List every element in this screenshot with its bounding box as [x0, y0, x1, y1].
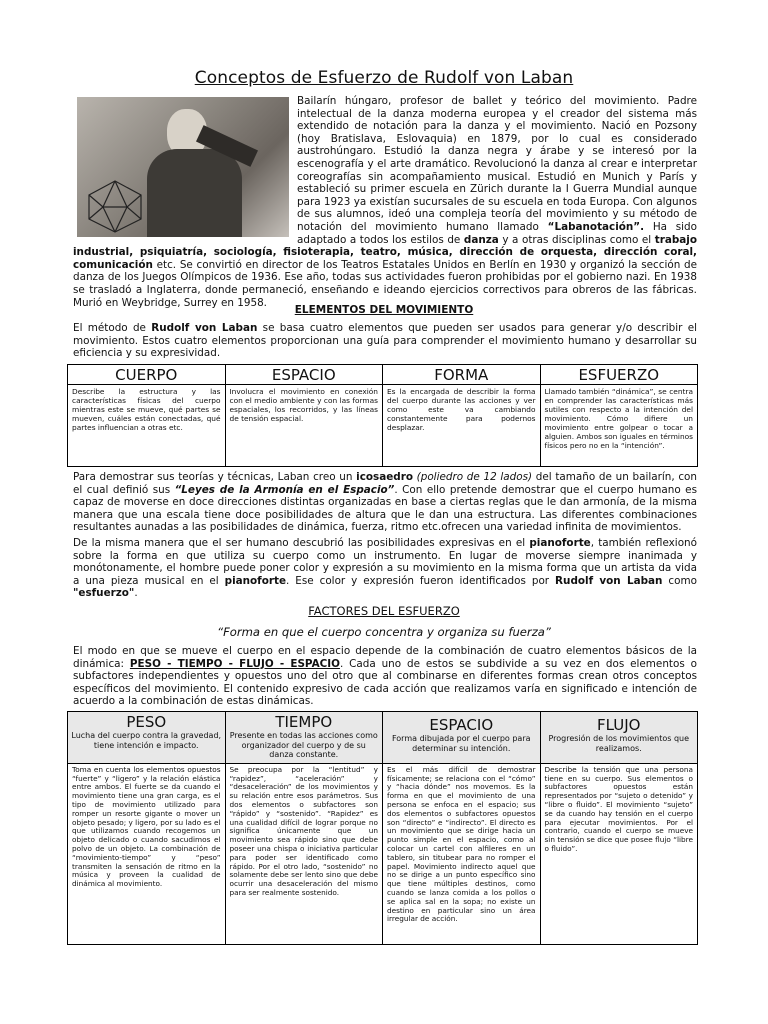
icosaedro-paragraph: Para demostrar sus teorías y técnicas, Laban creo un icosaedro (poliedro de 12 lados) del tamaño de un bailarín, con el cual definió sus “Leyes de la Armonía en el Espacio”. Con ello pretende demostrar que el cuerpo humano es capaz de moverse en doce direcciones distintas organizadas en base a ciertas reglas que le dan armonía, de la misma manera que una escala tiene doce posibilidades de altura que le dan una estructura. Las diferentes combinaciones resultantes aunadas a las posibilidades de dinámica, fuerza, ritmo etc.ofrecen una variedad infinita de movimientos.	[73, 471, 697, 534]
factor-cell-flujo: Describe la tensión que una persona tiene en su cuerpo. Sus elementos o subfactores opuestos están representados por “sujeto o detenido” y “libre o fluido”. El movimiento “sujeto” se da cuando hay tensión en el cuerpo para ejecutar movimientos. Por el contrario, cuando el cuerpo se mueve sin tensión se dice que posee flujo “libre o fluido”.	[540, 763, 698, 944]
elem-header-esfuerzo: ESFUERZO	[540, 365, 698, 385]
factores-table	[67, 711, 698, 945]
elem-header-espacio: ESPACIO	[225, 365, 383, 385]
factor-header-flujo: FLUJO Progresión de los movimientos que realizamos.	[540, 712, 698, 764]
factor-header-espacio: ESPACIO Forma dibujada por el cuerpo para determinar su intención.	[383, 712, 541, 764]
elementos-table	[67, 364, 698, 467]
factor-header-peso: PESO Lucha del cuerpo contra la gravedad, tiene intención e impacto.	[68, 712, 226, 764]
elem-header-cuerpo: CUERPO	[68, 365, 226, 385]
elem-cell-espacio: Involucra el movimiento en conexión con el medio ambiente y con las formas espaciales, los recorridos, y las líneas de tensión espacial.	[225, 385, 383, 467]
intro-paragraph: Bailarín húngaro, profesor de ballet y teórico del movimiento. Padre intelectual de la danza moderna europea y el creador del sistema más extendido de notación para la danza y el movimiento. Nació en Pozsony (hoy Bratislava, Eslovaquia) en 1879, por lo cual es considerado austrohúngaro. Estudió la danza negra y árabe y se interesó por la escenografía y el arte dramático. Revolucionó la danza al crear e interpretar coreografías sin acompañamiento musical. Estudió en Munich y París y estableció su primer escuela en Zürich durante la I Guerra Mundial aunque para 1923 ya existían sucursales de su escuela en toda Europa. Con algunos de sus alumnos, ideó una compleja teoría del movimiento y su método de notación del movimiento humano llamado “Labanotación”. Ha sido adaptado a todos los estilos de danza y a otras disciplinas como el trabajo industrial, psiquiatría, sociología, fisioterapia, teatro, música, dirección de orquesta, dirección coral, comunicación etc. Se convirtió en director de los Teatros Estatales Unidos en Berlín en 1930 y organizó la sección de danza de los Juegos Olímpicos de 1936. Ese año, todas sus actividades fueron prohibidas por el gobierno nazi. En 1938 se trasladó a Inglaterra, donde permaneció, enseñando e ideando ejercicios correctivos para obreros de las fábricas. Murió en Weybridge, Surrey en 1958.	[73, 95, 698, 309]
page-title: Conceptos de Esfuerzo de Rudolf von Laban	[194, 68, 574, 88]
factor-cell-peso: Toma en cuenta los elementos opuestos “fuerte” y “ligero” y la relación elástica entre ambos. El fuerte se da cuando el movimiento tiene una gran carga, es el tipo de movimiento utilizado para romper un resorte gigante o mover un objeto pesado; y ligero, por su lado es el que utilizamos cuando recogemos un objeto delicado o cuando sacudimos el polvo de un objeto. La combinación de “movimiento-tiempo” y “peso” transmiten la sensación de ritmo en la música y proveen la cualidad de dinámica al movimiento.	[68, 763, 226, 944]
elem-cell-esfuerzo: Llamado también “dinámica”, se centra en comprender las características más sutiles con respecto a la intención del movimiento. Cómo difiere un movimiento entre golpear o tocar a alguien. Ambos son iguales en términos físicos pero no en la “intención”.	[540, 385, 698, 467]
elem-cell-forma: Es la encargada de describir la forma del cuerpo durante las acciones y ver como este va cambiando constantemente para podernos desplazar.	[383, 385, 541, 467]
icosahedron-icon	[85, 179, 145, 234]
laban-portrait-image	[77, 97, 289, 237]
elem-header-forma: FORMA	[383, 365, 541, 385]
elem-cell-cuerpo: Describe la estructura y las características físicas del cuerpo mientras este se mueve, qué partes se mueven, cuáles están conectadas, qué partes influencian a otras etc.	[68, 385, 226, 467]
factor-cell-espacio: Es el más difícil de demostrar físicamente; se relaciona con el “cómo” y “hacia dónde” nos movemos. Es la forma en que el movimiento de una persona se enfoca en el espacio; sus dos elementos o subfactores opuestos son “directo” e “indirecto”. El directo es un movimiento que se dirige hacia un punto simple en el espacio, como al colocar un cartel con alfileres en un tablero, sin titubear para no romper el papel. Movimiento indirecto aquel que no se dirige a un punto específico sino que tiene múltiples destinos, como cuando se lanza comida a los pollos o se aplica sal en la sopa; no existe un destino en particular sino un área irregular de acción.	[383, 763, 541, 944]
pianoforte-paragraph: De la misma manera que el ser humano descubrió las posibilidades expresivas en el pianoforte, también reflexionó sobre la forma en que utiliza su cuerpo como un instrumento. En lugar de moverse siempre inanimada y monótonamente, el hombre puede poner color y expresión a su movimiento en la misma forma que un artista da vida a una pieza musical en el pianoforte. Ese color y expresión fueron identificados por Rudolf von Laban como "esfuerzo".	[73, 537, 697, 600]
factor-cell-tiempo: Se preocupa por la “lentitud” y “rapidez”, “aceleración” y “desaceleración” de los movimientos y su relación entre esos parámetros. Sus dos elementos o subfactores son “rápido” y “sostenido”. “Rapidez” es una cualidad difícil de lograr porque no significa únicamente que un movimiento sea rápido sino que debe poseer una chispa o iniciativa particular para poder ser identificado como rápido. Por el otro lado, “sostenido” no solamente debe ser lento sino que debe ocurrir una desaceleración del mismo para ser realmente sostenido.	[225, 763, 383, 944]
factores-paragraph: El modo en que se mueve el cuerpo en el espacio depende de la combinación de cuatro elementos básicos de la dinámica: PESO - TIEMPO - FLUJO - ESPACIO. Cada uno de estos se subdivide a su vez en dos elementos o subfactores independientes y opuestos uno del otro que al combinarse en diferentes formas crean otros conceptos específicos del movimiento. El contenido expresivo de cada acción que realizamos varía en significado e intención de acuerdo a la combinación de estas dinámicas.	[73, 645, 697, 708]
factores-quote: “Forma en que el cuerpo concentra y organiza su fuerza”	[217, 625, 551, 639]
factores-heading: FACTORES DEL ESFUERZO	[308, 604, 460, 618]
elementos-heading: ELEMENTOS DEL MOVIMIENTO	[294, 304, 474, 316]
elementos-paragraph: El método de Rudolf von Laban se basa cuatro elementos que pueden ser usados para generar y/o describir el movimiento. Estos cuatro elementos proporcionan una guía para comprender el movimiento humano y desarrollar su eficiencia y su expresividad.	[73, 322, 697, 360]
factor-header-tiempo: TIEMPO Presente en todas las acciones como organizador del cuerpo y de su danza constante.	[225, 712, 383, 764]
